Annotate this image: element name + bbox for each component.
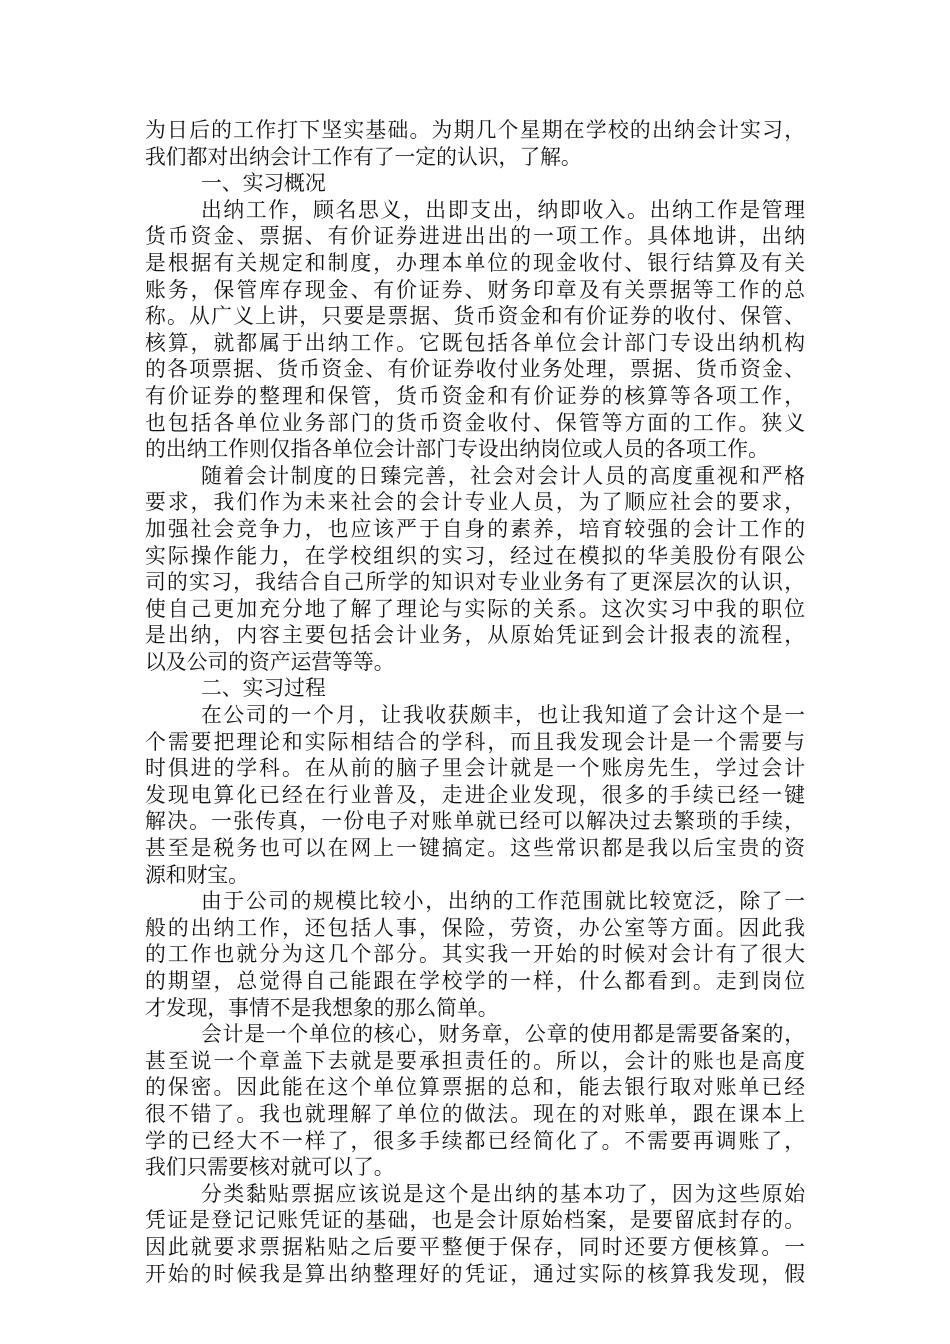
text-line: 是出纳，内容主要包括会计业务，从原始凭证到会计报表的流程， [145,623,805,648]
paragraph [145,888,805,1021]
text-line: 二、实习过程 [201,676,326,701]
text-line: 实际操作能力，在学校组织的实习，经过在模拟的华美股份有限公 [145,543,805,568]
text-line: 账务，保管库存现金、有价证券、财务印章及有关票据等工作的总 [145,277,805,302]
paragraph [145,197,805,463]
text-line: 甚至是税务也可以在网上一键搞定。这些常识都是我以后宝贵的资 [145,836,805,861]
paragraph [145,463,805,676]
text-line: 解决。一张传真，一份电子对账单就已经可以解决过去繁琐的手续， [145,809,805,834]
text-line: 由于公司的规模比较小，出纳的工作范围就比较宽泛，除了一 [201,889,805,914]
text-line: 很不错了。我也就理解了单位的做法。现在的对账单，跟在课本上 [145,1101,805,1126]
text-line: 要求，我们作为未来社会的会计专业人员，为了顺应社会的要求， [145,490,805,515]
text-line: 使自己更加充分地了解了理论与实际的关系。这次实习中我的职位 [145,596,805,621]
text-line: 的保密。因此能在这个单位算票据的总和，能去银行取对账单已经 [145,1075,805,1100]
text-line: 加强社会竞争力，也应该严于自身的素养，培育较强的会计工作的 [145,516,805,541]
text-line: 才发现，事情不是我想象的那么简单。 [145,995,499,1020]
paragraph [145,170,805,197]
text-line: 在公司的一个月，让我收获颇丰，也让我知道了会计这个是一 [201,703,805,728]
paragraph [145,117,805,170]
text-line: 我们都对出纳会计工作有了一定的认识，了解。 [145,144,582,169]
text-line: 货币资金、票据、有价证券进进出出的一项工作。具体地讲，出纳 [145,224,805,249]
text-line: 核算，就都属于出纳工作。它既包括各单位会计部门专设出纳机构 [145,330,805,355]
text-line: 会计是一个单位的核心，财务章，公章的使用都是需要备案的， [201,1022,805,1047]
text-line: 发现电算化已经在行业普及，走进企业发现，很多的手续已经一键 [145,782,805,807]
document-page [145,117,805,1287]
text-line: 称。从广义上讲，只要是票据、货币资金和有价证券的收付、保管、 [145,304,805,329]
text-line: 以及公司的资产运营等等。 [145,649,395,674]
text-line: 司的实习，我结合自己所学的知识对专业业务有了更深层次的认识， [145,570,805,595]
text-line: 为日后的工作打下坚实基础。为期几个星期在学校的出纳会计实习， [145,118,805,142]
text-line: 也包括各单位业务部门的货币资金收付、保管等方面的工作。狭义 [145,410,805,435]
text-line: 的期望，总觉得自己能跟在学校学的一样，什么都看到。走到岗位 [145,969,805,993]
text-line: 的各项票据、货币资金、有价证券收付业务处理，票据、货币资金、 [145,357,805,382]
text-line: 有价证券的整理和保管，货币资金和有价证券的核算等各项工作， [145,383,805,408]
text-line: 我们只需要核对就可以了。 [145,1155,395,1180]
text-line: 是根据有关规定和制度，办理本单位的现金收付、银行结算及有关 [145,250,805,275]
text-line: 凭证是登记记账凭证的基础，也是会计原始档案，是要留底封存的。 [145,1208,805,1233]
paragraph [145,675,805,702]
text-line: 的工作也就分为这几个部分。其实我一开始的时候对会计有了很大 [145,942,805,967]
text-line: 因此就要求票据粘贴之后要平整便于保存，同时还要方便核算。一 [145,1234,805,1259]
paragraph [145,1181,805,1287]
paragraph [145,702,805,888]
text-line: 开始的时候我是算出纳整理好的凭证，通过实际的核算我发现，假 [145,1261,805,1286]
text-line: 甚至说一个章盖下去就是要承担责任的。所以，会计的账也是高度 [145,1048,805,1073]
text-line: 分类黏贴票据应该说是这个是出纳的基本功了，因为这些原始 [201,1181,805,1206]
text-line: 学的已经大不一样了，很多手续都已经简化了。不需要再调账了， [145,1128,805,1153]
text-line: 出纳工作，顾名思义，出即支出，纳即收入。出纳工作是管理 [201,197,805,222]
text-line: 时俱进的学科。在从前的脑子里会计就是一个账房先生，学过会计 [145,756,805,781]
paragraph [145,1021,805,1181]
text-line: 随着会计制度的日臻完善，社会对会计人员的高度重视和严格 [201,463,805,488]
text-line: 源和财宝。 [145,862,249,887]
text-line: 一、实习概况 [201,171,326,196]
text-line: 个需要把理论和实际相结合的学科，而且我发现会计是一个需要与 [145,729,805,754]
text-line: 般的出纳工作，还包括人事，保险，劳资，办公室等方面。因此我 [145,915,805,940]
text-line: 的出纳工作则仅指各单位会计部门专设出纳岗位或人员的各项工作。 [145,437,769,462]
